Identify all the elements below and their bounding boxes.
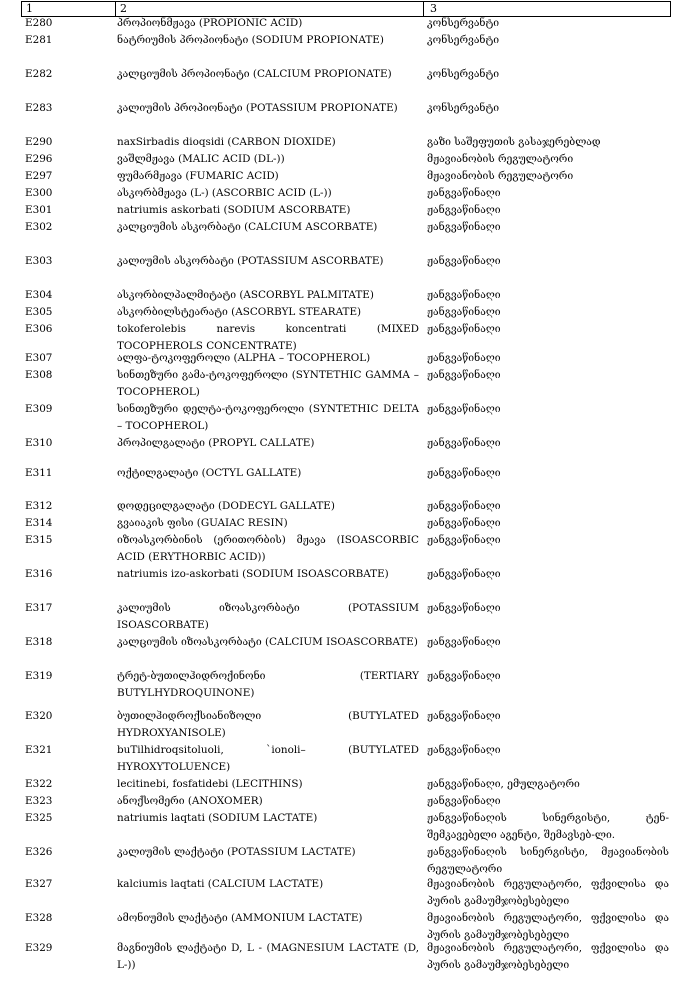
additive-code: E303 [25, 255, 53, 267]
additive-function: ჟანგვაწინაღი [427, 795, 501, 807]
additive-name: ბუთილჰიდროქსიანიზოლი (BUTYLATED HYDROXYANISOLE) [117, 710, 419, 739]
additive-code: E322 [25, 778, 53, 790]
additive-function: ჟანგვაწინაღი [427, 437, 501, 449]
additive-name: კალიუმის იზოასკორბატი (POTASSIUM ISOASCORBATE) [117, 602, 419, 631]
additive-code: E301 [25, 204, 53, 216]
additive-function: ჟანგვაწინაღი [427, 369, 501, 381]
additive-function: ჟანგვაწინაღი [427, 255, 501, 267]
additive-code: E325 [25, 812, 53, 824]
additive-name: სინთეზური დელტა-ტოკოფეროლი (SYNTETHIC DELTA – TOCOPHEROL) [117, 403, 419, 432]
additive-code: E282 [25, 68, 53, 80]
additive-function: მჟავიანობის რეგულატორი, ფქვილისა და პურის გამაუმჯობესებელი [427, 912, 669, 941]
additive-name: კალიუმის ასკორბატი (POTASSIUM ASCORBATE) [117, 255, 384, 267]
additive-name: ტრეტ-ბუთილჰიდროქინონი (TERTIARY BUTYLHYDROQUINONE) [117, 670, 419, 699]
additive-code: E297 [25, 170, 53, 182]
additive-code: E302 [25, 221, 53, 233]
additive-name: natriumis laqtati (SODIUM LACTATE) [117, 812, 318, 824]
additive-name: ასკორბილპალმიტატი (ASCORBYL PALMITATE) [117, 289, 374, 301]
header-col-1: 1 [26, 2, 33, 15]
additive-name: კალციუმის პროპიონატი (CALCIUM PROPIONATE) [117, 68, 392, 80]
additive-name: lecitinebi, fosfatidebi (LECITHINS) [117, 778, 303, 790]
additive-name: kalciumis laqtati (CALCIUM LACTATE) [117, 878, 324, 890]
additive-function: მჟავიანობის რეგულატორი [427, 170, 574, 182]
additive-name: კალციუმის იზოასკორბატი (CALCIUM ISOASCORBATE) [117, 636, 418, 648]
additive-function: მჟავიანობის რეგულატორი, ფქვილისა და პურის გამაუმჯობესებელი [427, 942, 669, 971]
additive-code: E326 [25, 846, 53, 858]
additive-code: E317 [25, 602, 53, 614]
additive-name: ალფა-ტოკოფეროლი (ALPHA – TOCOPHEROL) [117, 352, 371, 364]
additive-code: E281 [25, 34, 53, 46]
additive-code: E320 [25, 710, 53, 722]
additive-function: ჟანგვაწინაღის სინერგისტი, მჟავიანობის რეგულატორი [427, 846, 669, 875]
additive-function: ჟანგვაწინაღი [427, 352, 501, 364]
additive-code: E323 [25, 795, 53, 807]
additive-code: E327 [25, 878, 53, 890]
additive-name: სინთეზური გამა-ტოკოფეროლი (SYNTETHIC GAMMA – TOCOPHEROL) [117, 369, 419, 398]
additive-code: E328 [25, 912, 53, 924]
additive-name: ვაშლმჟავა (MALIC ACID (DL-)) [117, 153, 285, 165]
additive-function: ჟანგვაწინაღი [427, 744, 501, 756]
additive-function: ჟანგვაწინაღი [427, 187, 501, 199]
additive-function: მჟავიანობის რეგულატორი, ფქვილისა და პურის გამაუმჯობესებელი [427, 878, 669, 907]
additive-code: E310 [25, 437, 53, 449]
additive-name: კალიუმის ლაქტატი (POTASSIUM LACTATE) [117, 846, 356, 858]
additive-function: ჟანგვაწინაღი [427, 204, 501, 216]
additive-name: tokoferolebis narevis koncentrati (MIXED TOCOPHEROLS CONCENTRATE) [117, 323, 419, 352]
header-col-2: 2 [120, 2, 127, 15]
additive-name: ამონიუმის ლაქტატი (AMMONIUM LACTATE) [117, 912, 363, 924]
additive-name: მაგნიუმის ლაქტატი D, L - (MAGNESIUM LACTATE (D, L-)) [117, 942, 419, 971]
column-divider [423, 2, 424, 16]
additive-function: ჟანგვაწინაღი [427, 670, 501, 682]
additive-function: კონსერვანტი [427, 34, 500, 46]
additive-function: ჟანგვაწინაღი [427, 289, 501, 301]
additive-function: კონსერვანტი [427, 102, 500, 114]
additive-code: E307 [25, 352, 53, 364]
additive-function: ჟანგვაწინაღი [427, 517, 501, 529]
additive-name: ნატრიუმის პროპიონატი (SODIUM PROPIONATE) [117, 34, 384, 46]
additive-function: მჟავიანობის რეგულატორი [427, 153, 574, 165]
additive-name: naxSirbadis dioqsidi (CARBON DIOXIDE) [117, 136, 336, 148]
additive-function: ჟანგვაწინაღის სინერგისტი, ტენ-შემკავებელი აგენტი, შემავსებ-ლი. [427, 812, 669, 841]
additive-name: დოდეცილგალატი (DODECYL GALLATE) [117, 500, 335, 512]
additive-code: E308 [25, 369, 53, 381]
additive-name: ფუმარმჟავა (FUMARIC ACID) [117, 170, 279, 182]
additive-function: ჟანგვაწინაღი [427, 534, 501, 546]
additive-name: natriumis izo-askorbati (SODIUM ISOASCORBATE) [117, 568, 389, 580]
additive-function: ჟანგვაწინაღი [427, 323, 501, 335]
additive-function: ჟანგვაწინაღი, ემულგატორი [427, 778, 580, 790]
additive-function: გაზი საშეფუთის გასაჯერებლად [427, 136, 601, 148]
additive-code: E319 [25, 670, 53, 682]
additive-code: E290 [25, 136, 53, 148]
additive-name: ასკორბმჟავა (L-) (ASCORBIC ACID (L-)) [117, 187, 332, 199]
additive-function: ჟანგვაწინაღი [427, 467, 501, 479]
additive-code: E312 [25, 500, 53, 512]
additive-code: E305 [25, 306, 53, 318]
additive-code: E311 [25, 467, 53, 479]
additive-code: E304 [25, 289, 53, 301]
additive-name: პროპიონმჟავა (PROPIONIC ACID) [117, 17, 303, 29]
additive-name: გვაიაკის ფისი (GUAIAC RESIN) [117, 517, 288, 529]
additive-code: E321 [25, 744, 53, 756]
additive-name: პროპილგალატი (PROPYL CALLATE) [117, 437, 315, 449]
additive-code: E306 [25, 323, 53, 335]
additive-code: E329 [25, 942, 53, 954]
additive-code: E315 [25, 534, 53, 546]
additive-code: E316 [25, 568, 53, 580]
additive-name: კალიუმის პროპიონატი (POTASSIUM PROPIONATE) [117, 102, 398, 114]
additive-name: იზოასკორბინის (ერითორბის) მჟავა (ISOASCORBIC ACID (ERYTHORBIC ACID)) [117, 534, 419, 563]
additive-code: E283 [25, 102, 53, 114]
additive-function: კონსერვანტი [427, 17, 500, 29]
additive-name: buTilhidroqsitoluoli, `ionoli– (BUTYLATED HYROXYTOLUENCE) [117, 744, 419, 773]
additive-code: E314 [25, 517, 53, 529]
additive-function: ჟანგვაწინაღი [427, 306, 501, 318]
additive-code: E300 [25, 187, 53, 199]
additive-name: ასკორბილსტეარატი (ASCORBYL STEARATE) [117, 306, 362, 318]
additive-function: ჟანგვაწინაღი [427, 500, 501, 512]
additive-name: კალციუმის ასკორბატი (CALCIUM ASCORBATE) [117, 221, 378, 233]
additive-name: ანოქსომერი (ANOXOMER) [117, 795, 263, 807]
additive-function: ჟანგვაწინაღი [427, 403, 501, 415]
additive-function: ჟანგვაწინაღი [427, 636, 501, 648]
additive-code: E296 [25, 153, 53, 165]
column-divider [115, 2, 116, 16]
additive-code: E318 [25, 636, 53, 648]
additive-code: E280 [25, 17, 53, 29]
additive-function: კონსერვანტი [427, 68, 500, 80]
additive-function: ჟანგვაწინაღი [427, 602, 501, 614]
additive-code: E309 [25, 403, 53, 415]
additive-name: natriumis askorbati (SODIUM ASCORBATE) [117, 204, 351, 216]
additive-name: ოქტილგალატი (OCTYL GALLATE) [117, 467, 302, 479]
header-col-3: 3 [430, 2, 437, 15]
additive-function: ჟანგვაწინაღი [427, 568, 501, 580]
additive-function: ჟანგვაწინაღი [427, 710, 501, 722]
additive-function: ჟანგვაწინაღი [427, 221, 501, 233]
